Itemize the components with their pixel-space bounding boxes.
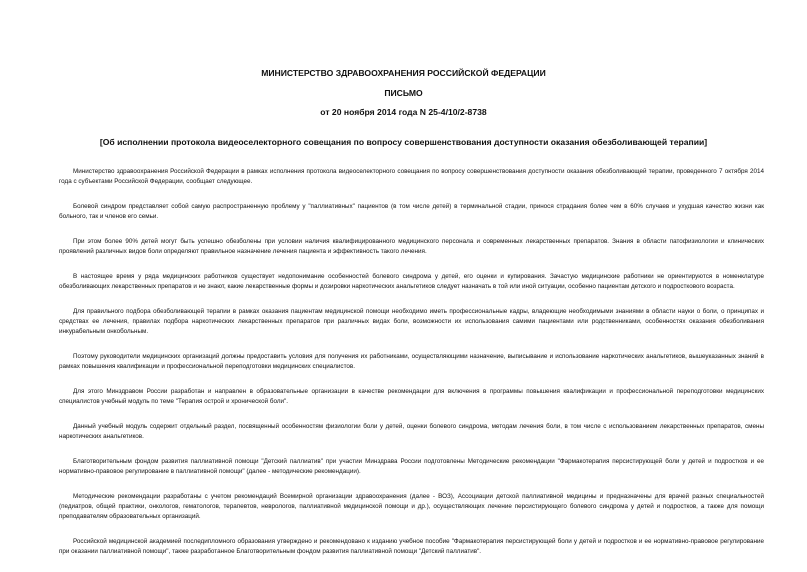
document-body xyxy=(59,167,764,572)
document-subject: [Об исполнении протокола видеоселекторного совещания по вопросу совершенствования доступности оказания обезболивающей терапии] xyxy=(99,137,708,147)
paragraph: В настоящее время у ряда медицинских работников существует недопонимание особенностей болевого синдрома у детей, его оценки и купирования. Зачастую медицинские работники не ориентируются в номенклатуре обезболивающих лекарственных препаратов и не знают, какие лекарственные формы и дозировки наркотических анальгетиков следует назначать в той или иной ситуации, особенно пациентам детского и подросткового возраста. xyxy=(59,273,764,290)
paragraph: Данный учебный модуль содержит отдельный раздел, посвященный особенностям физиологии боли у детей, оценки болевого синдрома, методам лечения боли, в том числе с использованием лекарственных препаратов, смены наркотических анальгетиков. xyxy=(59,423,764,440)
paragraph: Благотворительным фондом развития паллиативной помощи "Детский паллиатив" при участии Минздрава России подготовлены Методические рекомендации "Фармакотерапия персистирующей боли у детей и подростков и ее нормативно-правовое регулирование в паллиативной помощи" (далее - методические рекомендации). xyxy=(59,458,764,475)
paragraph: При этом более 90% детей могут быть успешно обезболены при условии наличия квалифицированного медицинского персонала и современных лекарственных препаратов. Знания в области патофизиологии и клинических проявлений различных видов боли определяют правильное назначение лечения пациента и эффективность такого лечения. xyxy=(59,238,764,255)
paragraph: Болевой синдром представляет собой самую распространенную проблему у "паллиативных" пациентов (в том числе детей) в терминальной стадии, принося страдания более чем в 60% случаев и ухудшая качество жизни как больного, так и членов его семьи. xyxy=(59,203,764,220)
document-date-number: от 20 ноября 2014 года N 25-4/10/2-8738 xyxy=(320,107,487,117)
paragraph: Поэтому руководители медицинских организаций должны предоставить условия для получения их работниками, осуществляющими назначение, выписывание и использование наркотических анальгетиков, вышеуказанных знаний в рамках повышения квалификации и профессиональной переподготовки медицинских специалистов. xyxy=(59,353,764,370)
document-type: ПИСЬМО xyxy=(384,88,423,98)
paragraph: Для этого Минздравом России разработан и направлен в образовательные организации в качестве рекомендации для включения в программы повышения квалификации и профессиональной переподготовки медицинских специалистов учебный модуль по теме "Терапия острой и хронической боли". xyxy=(59,388,764,405)
paragraph: Министерство здравоохранения Российской Федерации в рамках исполнения протокола видеоселекторного совещания по вопросу совершенствования доступности оказания обезболивающей терапии, проведенного 7 октября 2014 года с субъектами Российской Федерации, сообщает следующее. xyxy=(59,168,764,185)
paragraph: Методические рекомендации разработаны с учетом рекомендаций Всемирной организации здравоохранения (далее - ВОЗ), Ассоциации детской паллиативной медицины и предназначены для врачей разных специальностей (педиатров, общей практики, онкологов, гематологов, терапевтов, неврологов, паллиативной медицинской помощи и др.), осуществляющих лечение персистирующего болевого синдрома у детей и подростков, а также для помощи преподавателям образовательных организаций. xyxy=(59,493,764,520)
paragraph: Для правильного подбора обезболивающей терапии в рамках оказания пациентам медицинской помощи необходимо иметь профессиональные кадры, владеющие необходимыми знаниями в области науки о боли, о принципах и средствах ее лечения, правилах подбора наркотических лекарственных препаратов при различных видах боли, возможности их использования самими пациентами или родственниками, особенностях оказания обезболивания инкурабельным онкобольным. xyxy=(59,308,764,335)
ministry-title: МИНИСТЕРСТВО ЗДРАВООХРАНЕНИЯ РОССИЙСКОЙ ФЕДЕРАЦИИ xyxy=(261,68,546,78)
paragraph: Российской медицинской академией последипломного образования утверждено и рекомендовано к изданию учебное пособие "Фармакотерапия персистирующей боли у детей и подростков и ее нормативно-правовое регулирование при оказании паллиативной помощи", также разработанное Благотворительным фондом развития паллиативной помощи "Детский паллиатив". xyxy=(59,538,764,555)
